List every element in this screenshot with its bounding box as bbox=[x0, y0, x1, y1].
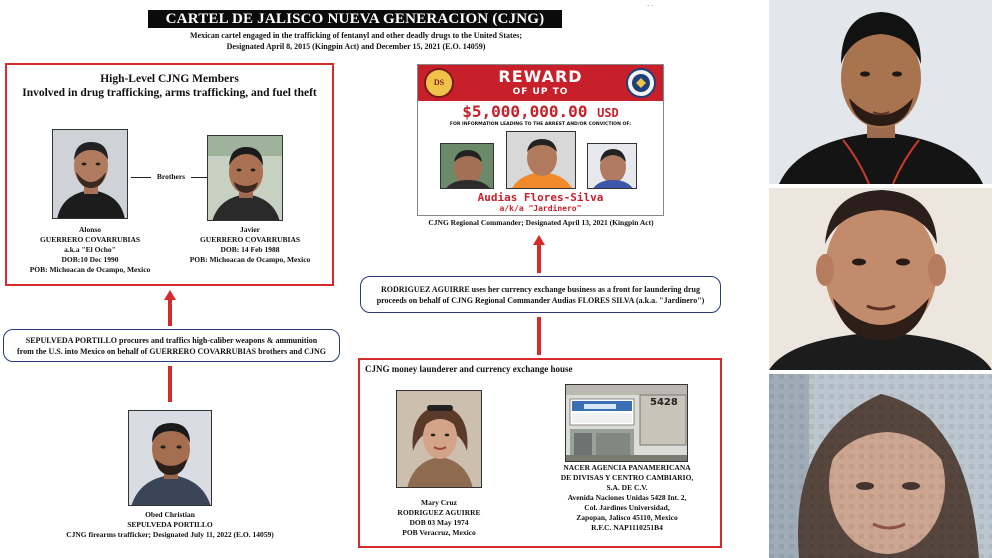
reward-caption: CJNG Regional Commander; Designated April 13, 2021 (Kingpin Act) bbox=[428, 218, 654, 227]
money-launderer-box bbox=[358, 358, 722, 548]
sepulveda-note-line-2: from the U.S. into Mexico on behalf of GUERRERO COVARRUBIAS brothers and CJNG bbox=[17, 347, 326, 356]
high-level-subtitle: Involved in drug trafficking, arms trafficking, and fuel theft bbox=[22, 87, 317, 99]
arrow-to-reward bbox=[533, 235, 545, 245]
obed-first-name: Obed Christian bbox=[145, 510, 195, 519]
obed-surname: SEPULVEDA PORTILLO bbox=[127, 520, 213, 529]
javier-first-name: Javier bbox=[240, 225, 260, 234]
high-level-members-box bbox=[5, 63, 334, 286]
sepulveda-note bbox=[3, 329, 340, 362]
corner-mark: ` ` bbox=[647, 4, 654, 12]
connector-line-high-level bbox=[168, 300, 172, 326]
rodriguez-note-line-2: proceeds on behalf of CJNG Regional Commander Audias FLORES SILVA (a.k.a. "Jardinero") bbox=[376, 296, 705, 305]
reward-amount: $5,000,000.00 bbox=[462, 102, 588, 121]
storefront-number: 5428 bbox=[650, 397, 678, 408]
audias-photo-left bbox=[440, 143, 494, 189]
audias-photo-center bbox=[506, 131, 576, 189]
mary-first-name: Mary Cruz bbox=[420, 498, 458, 507]
subtitle-line-1: Mexican cartel engaged in the trafficking of fentanyl and other deadly drugs to the United States; bbox=[189, 31, 523, 40]
alonso-first-name: Alonso bbox=[78, 225, 102, 234]
audias-photo-right bbox=[587, 143, 637, 189]
brothers-line-left bbox=[131, 177, 151, 178]
javier-caption bbox=[170, 225, 330, 265]
reward-poster bbox=[417, 64, 664, 216]
mary-surname: RODRIGUEZ AGUIRRE bbox=[397, 508, 481, 517]
arrow-to-high-level bbox=[164, 290, 176, 300]
alonso-dob: DOB:10 Dec 1990 bbox=[61, 255, 119, 264]
rodriguez-note bbox=[360, 276, 721, 313]
alonso-pob: POB: Michoacan de Ocampo, Mexico bbox=[29, 265, 151, 274]
reward-title: REWARD bbox=[498, 67, 583, 86]
storefront-photo bbox=[565, 384, 688, 462]
mary-caption bbox=[364, 498, 514, 538]
connector-line-reward bbox=[537, 245, 541, 273]
obed-photo bbox=[128, 410, 212, 506]
reward-aka: a/k/a "Jardinero" bbox=[499, 204, 582, 213]
reward-up-to: OF UP TO bbox=[512, 87, 569, 97]
alonso-photo bbox=[52, 129, 128, 219]
reward-currency: USD bbox=[597, 106, 619, 120]
brothers-label: Brothers bbox=[156, 172, 186, 181]
connector-line-launderer bbox=[537, 317, 541, 355]
page-title: CARTEL DE JALISCO NUEVA GENERACION (CJNG) bbox=[148, 10, 562, 28]
nacer-address-line-2: Col. Jardines Universidad, bbox=[584, 503, 670, 512]
nacer-address-line-3: Zapopan, Jalisco 45110, Mexico bbox=[576, 513, 678, 522]
obed-designation: CJNG firearms trafficker; Designated July 11, 2022 (E.O. 14059) bbox=[66, 530, 274, 539]
ds-seal-icon: DS bbox=[424, 68, 454, 98]
nacer-name-line-2: DE DIVISAS Y CENTRO CAMBIARIO, bbox=[560, 473, 694, 482]
javier-photo bbox=[207, 135, 283, 221]
nacer-address-line-1: Avenida Naciones Unidas 5428 Int. 2, bbox=[567, 493, 687, 502]
reward-fine-print: FOR INFORMATION LEADING TO THE ARREST AND/OR CONVICTION OF: bbox=[449, 122, 632, 127]
mary-photo bbox=[396, 390, 482, 488]
nacer-name-line-3: S.A. DE C.V. bbox=[606, 483, 648, 492]
nacer-caption bbox=[538, 463, 716, 533]
sepulveda-note-line-1: SEPULVEDA PORTILLO procures and traffics high-caliber weapons & ammunition bbox=[25, 336, 318, 345]
obed-caption bbox=[20, 510, 320, 540]
subtitle-line-2: Designated April 8, 2015 (Kingpin Act) and December 15, 2021 (E.O. 14059) bbox=[226, 42, 486, 51]
alonso-alias: a.k.a "El Ocho" bbox=[64, 245, 116, 254]
right-photo-middle bbox=[769, 188, 992, 370]
right-photo-column bbox=[769, 0, 992, 558]
javier-pob: POB: Michoacan de Ocampo, Mexico bbox=[189, 255, 311, 264]
mary-pob: POB Veracruz, Mexico bbox=[402, 528, 476, 537]
launderer-title: CJNG money launderer and currency exchange house bbox=[365, 364, 573, 374]
right-photo-top bbox=[769, 0, 992, 184]
nacer-name-line-1: NACER AGENCIA PANAMERICANA bbox=[563, 463, 691, 472]
state-department-seal-icon bbox=[626, 68, 656, 98]
right-photo-bottom bbox=[769, 374, 992, 558]
javier-surname: GUERRERO COVARRUBIAS bbox=[199, 235, 301, 244]
rodriguez-note-line-1: RODRIGUEZ AGUIRRE uses her currency exchange business as a front for laundering drug bbox=[381, 285, 700, 294]
mary-dob: DOB 03 May 1974 bbox=[409, 518, 469, 527]
reward-name: Audias Flores-Silva bbox=[477, 191, 604, 204]
high-level-title: High-Level CJNG Members bbox=[100, 73, 239, 85]
javier-dob: DOB: 14 Feb 1988 bbox=[220, 245, 280, 254]
alonso-surname: GUERRERO COVARRUBIAS bbox=[39, 235, 141, 244]
nacer-rfc: R.F.C. NAP1110251B4 bbox=[591, 523, 663, 532]
alonso-caption bbox=[10, 225, 170, 275]
connector-line-obed bbox=[168, 366, 172, 402]
reward-amount-line bbox=[418, 102, 663, 121]
